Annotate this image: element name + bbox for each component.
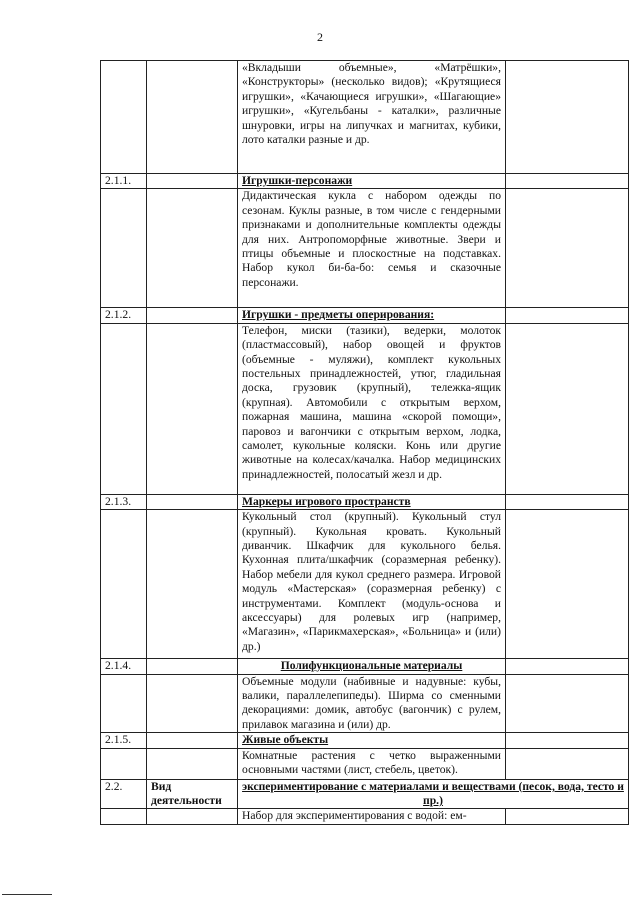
- empty-cell: [506, 510, 629, 659]
- row-content: Объемные модули (набивные и надувные: кубы, валики, параллелепипеды). Ширма со сменными декорациями: домик, автобус (вагончик) с рулем, прилавок магазина и (или) др.: [238, 674, 506, 733]
- row-content: Комнатные растения с четко выраженными основными частями (лист, стебель, цветок).: [238, 748, 506, 779]
- empty-cell: [506, 308, 629, 323]
- footnote-line: [2, 894, 52, 895]
- table-row: [101, 659, 629, 674]
- row-label: [147, 189, 238, 308]
- row-number: [101, 323, 147, 494]
- table-row: [101, 323, 629, 494]
- row-content: Кукольный стол (крупный). Кукольный стул (крупный). Кукольная кровать. Кукольный диванчик. Шкафчик для кукольного белья. Кухонная плита/шкафчик (соразмерная ребенку). Набор мебели для кукол среднего размера. Игровой модуль «Мастерская» (соразмерная ребенку) с инструментами. Комплект (модуль-основа и аксессуары) для ролевых игр (например, «Магазин», «Парикмахерская», «Больница» и (или) др.): [238, 510, 506, 659]
- section-heading: Живые объекты: [238, 733, 506, 748]
- row-number: 2.1.2.: [101, 308, 147, 323]
- row-label: [147, 61, 238, 174]
- empty-cell: [506, 659, 629, 674]
- table-row: [101, 733, 629, 748]
- row-label: [147, 308, 238, 323]
- row-number: [101, 61, 147, 174]
- table-row: [101, 809, 629, 824]
- empty-cell: [506, 189, 629, 308]
- empty-cell: [506, 748, 629, 779]
- table-row: [101, 189, 629, 308]
- table-row: [101, 510, 629, 659]
- table-row: [101, 674, 629, 733]
- row-number: 2.1.1.: [101, 174, 147, 189]
- section-heading: Игрушки - предметы оперирования:: [238, 308, 506, 323]
- activity-heading: экспериментирование с материалами и веществами (песок, вода, тесто и пр.): [238, 779, 629, 809]
- row-content: Дидактическая кукла с набором одежды по сезонам. Куклы разные, в том числе с гендерными признаками и дополнительные комплекты одежды для них. Антропоморфные животные. Звери и птицы объемные и плоскостные на подставках. Набор кукол би-ба-бо: семья и сказочные персонажи.: [238, 189, 506, 308]
- row-label: [147, 174, 238, 189]
- row-number: 2.1.5.: [101, 733, 147, 748]
- empty-cell: [506, 174, 629, 189]
- table-row: [101, 779, 629, 809]
- empty-cell: [506, 323, 629, 494]
- row-label: [147, 494, 238, 509]
- table-row: [101, 494, 629, 509]
- row-content: Телефон, миски (тазики), ведерки, молоток (пластмассовый), набор овощей и фруктов (объемные - муляжи), комплект кукольных постельных принадлежностей, утюг, гладильная доска, грузовик (крупный), тележка-ящик (крупная). Автомобили с открытым верхом, пожарная машина, машина «скорой помощи», паровоз и вагончики с открытым верхом, лодка, самолет, кукольные коляски. Конь или другие животные на колесах/качалка. Набор медицинских принадлежностей, полосатый жезл и др.: [238, 323, 506, 494]
- empty-cell: [506, 494, 629, 509]
- row-content: Набор для экспериментирования с водой: ем-: [238, 809, 506, 824]
- row-number: [101, 748, 147, 779]
- row-label: [147, 809, 238, 824]
- row-label: [147, 733, 238, 748]
- row-label: [147, 323, 238, 494]
- page-number: 2: [317, 30, 323, 44]
- table-row: [101, 748, 629, 779]
- section-heading: Игрушки-персонажи: [238, 174, 506, 189]
- row-number: 2.1.3.: [101, 494, 147, 509]
- activity-type-label: Вид деятельности: [147, 779, 238, 809]
- row-label: [147, 659, 238, 674]
- row-number: [101, 510, 147, 659]
- row-number: 2.1.4.: [101, 659, 147, 674]
- empty-cell: [506, 733, 629, 748]
- row-label: [147, 674, 238, 733]
- row-number: [101, 809, 147, 824]
- table-row: [101, 308, 629, 323]
- section-heading: Полифункциональные материалы: [238, 659, 506, 674]
- row-label: [147, 748, 238, 779]
- equipment-table: [100, 60, 629, 825]
- row-number: 2.2.: [101, 779, 147, 809]
- section-heading: Маркеры игрового пространств: [238, 494, 506, 509]
- empty-cell: [506, 809, 629, 824]
- row-label: [147, 510, 238, 659]
- row-number: [101, 189, 147, 308]
- row-content: «Вкладыши объемные», «Матрёшки», «Конструкторы» (несколько видов); «Крутящиеся игрушки», «Качающиеся игрушки», «Шагающие» игрушки», «Кугельбаны - каталки», различные шнуровки, игры на липучках и магнитах, кубики, лото каталки разные и др.: [238, 61, 506, 174]
- table-row: [101, 61, 629, 174]
- table-row: [101, 174, 629, 189]
- empty-cell: [506, 674, 629, 733]
- row-number: [101, 674, 147, 733]
- empty-cell: [506, 61, 629, 174]
